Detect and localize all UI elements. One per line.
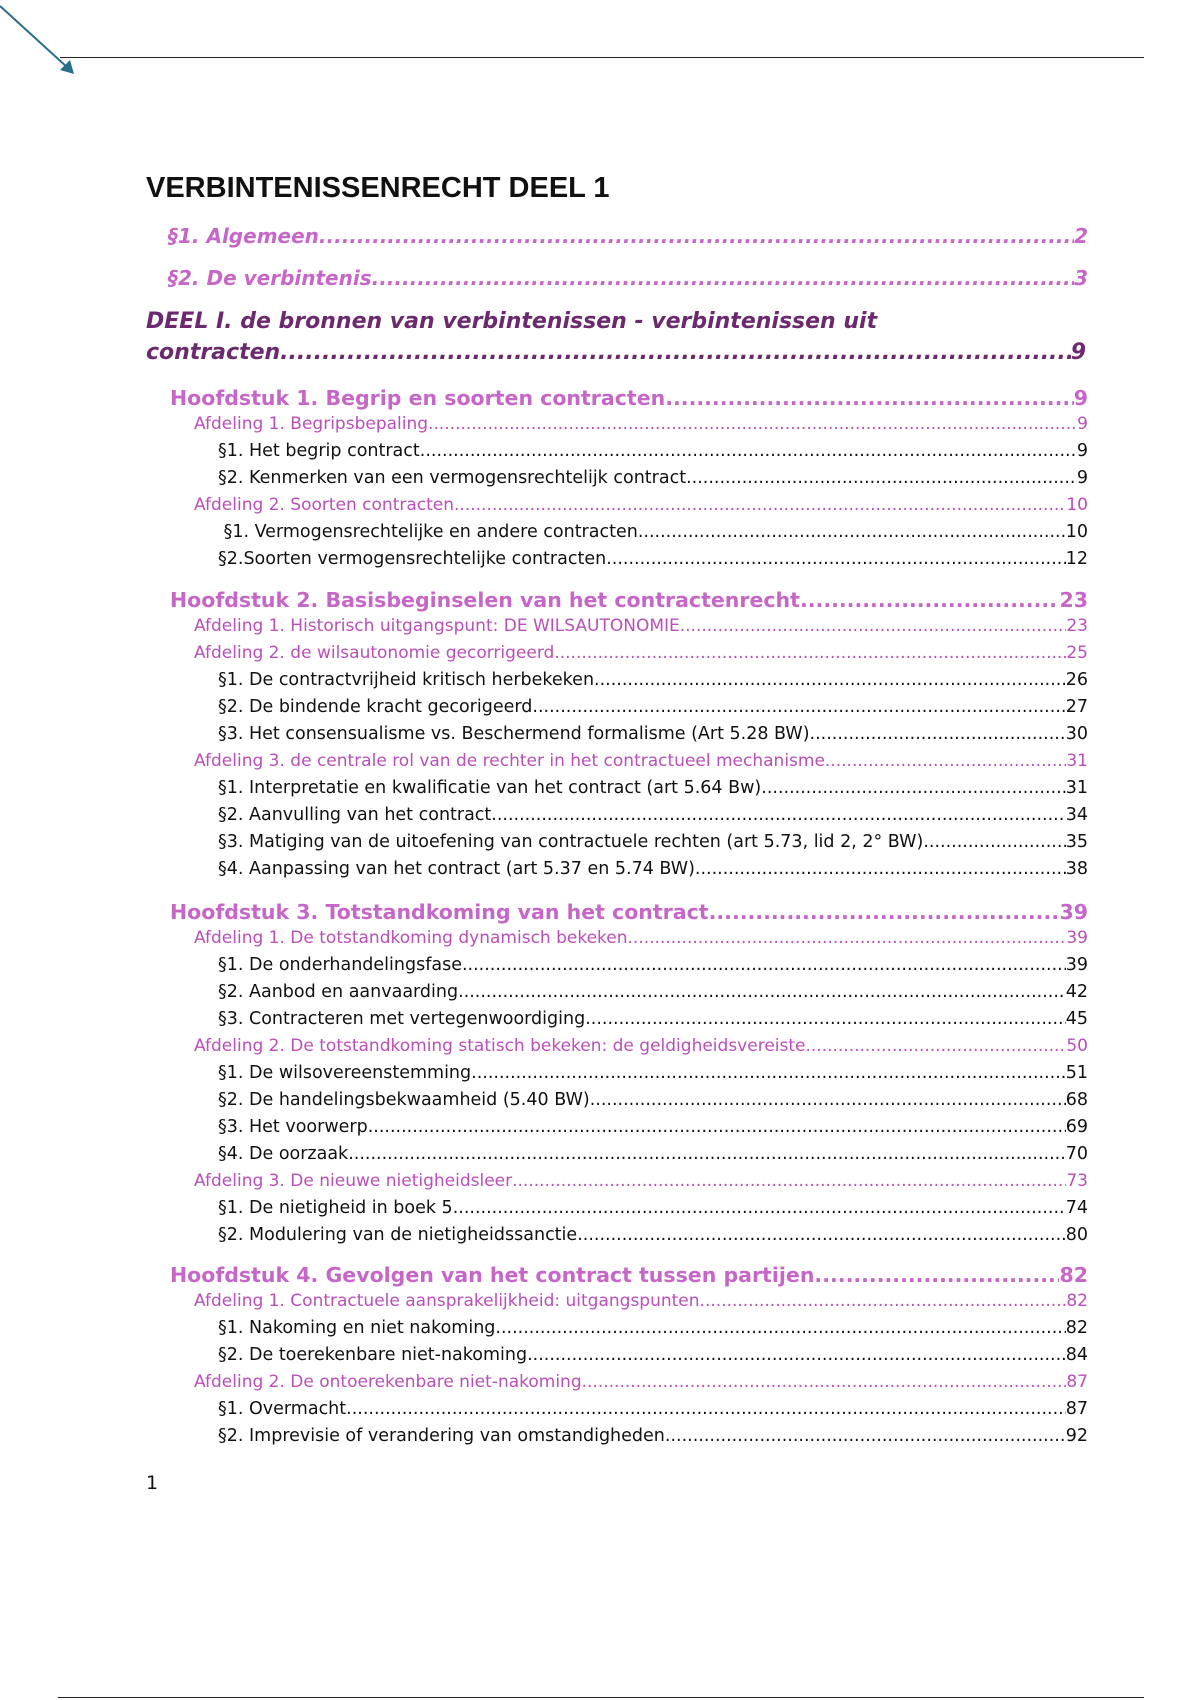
toc-entry-page: 69 (1065, 1117, 1088, 1137)
toc-entry-title: Afdeling 2. de wilsautonomie gecorrigeerd (194, 643, 555, 663)
toc-entry-page: 31 (1066, 751, 1088, 771)
toc-entry[interactable] (218, 805, 1088, 825)
toc-entry-page: 50 (1066, 1036, 1088, 1056)
toc-dot-leader (453, 1198, 1066, 1218)
toc-entry-title: §4. De oorzaak (218, 1144, 349, 1164)
toc-dot-leader (495, 1318, 1065, 1338)
toc-dot-leader (700, 1291, 1067, 1311)
toc-entry[interactable] (218, 1345, 1088, 1365)
toc-entry-page: 9 (1073, 386, 1088, 410)
toc-entry[interactable] (218, 982, 1088, 1002)
toc-entry-page: 39 (1059, 900, 1088, 924)
toc-dot-leader (420, 441, 1077, 461)
toc-entry-page: 80 (1065, 1225, 1088, 1245)
toc-entry[interactable] (218, 1144, 1088, 1164)
toc-dot-leader (825, 751, 1066, 771)
toc-dot-leader (923, 832, 1065, 852)
toc-entry-page: 38 (1065, 859, 1088, 879)
toc-entry-page: 82 (1059, 1263, 1088, 1287)
toc-entry-title: Hoofdstuk 1. Begrip en soorten contracten (170, 386, 666, 410)
toc-entry-page: 9 (1076, 441, 1088, 461)
toc-entry-title: Hoofdstuk 4. Gevolgen van het contract tussen partijen (170, 1263, 815, 1287)
toc-entry[interactable] (168, 224, 1088, 248)
toc-dot-leader (665, 386, 1074, 410)
toc-entry[interactable] (170, 900, 1088, 924)
toc-entry-title: §2. Aanbod en aanvaarding (218, 982, 459, 1002)
toc-dot-leader (628, 928, 1067, 948)
toc-dot-leader (471, 1063, 1066, 1083)
toc-dot-leader (805, 1036, 1066, 1056)
toc-deel-title-line: DEEL I. de bronnen van verbintenissen - verbintenissen uit (146, 309, 878, 334)
toc-entry[interactable] (194, 751, 1088, 771)
toc-entry[interactable] (218, 832, 1088, 852)
document-title: VERBINTENISSENRECHT DEEL 1 (146, 172, 610, 204)
toc-entry-title: Afdeling 3. De nieuwe nietigheidsleer (194, 1171, 513, 1191)
toc-entry-title: Afdeling 3. de centrale rol van de rechter in het contractueel mechanisme (194, 751, 825, 771)
toc-entry-title: §3. Het consensualisme vs. Beschermend formalisme (Art 5.28 BW) (218, 724, 810, 744)
toc-entry-title: §1. Nakoming en niet nakoming (218, 1318, 496, 1338)
toc-entry-title: §3. Matiging van de uitoefening van contractuele rechten (art 5.73, lid 2, 2° BW) (218, 832, 924, 852)
toc-entry-page: 30 (1065, 724, 1088, 744)
toc-entry[interactable] (218, 441, 1088, 461)
toc-dot-leader (594, 670, 1066, 690)
toc-entry-title: Afdeling 2. De ontoerekenbare niet-nakoming (194, 1372, 582, 1392)
toc-entry-title: §2. De toerekenbare niet-nakoming (218, 1345, 528, 1365)
toc-entry[interactable] (170, 1263, 1088, 1287)
toc-dot-leader (680, 616, 1067, 636)
toc-dot-leader (280, 340, 1071, 365)
toc-dot-leader (512, 1171, 1066, 1191)
toc-entry-title: §1. Vermogensrechtelijke en andere contracten (218, 522, 638, 542)
toc-dot-leader (454, 495, 1066, 515)
toc-entry-page: 39 (1065, 955, 1088, 975)
toc-entry[interactable] (218, 1399, 1088, 1419)
toc-entry-page: 45 (1065, 1009, 1088, 1029)
toc-dot-leader (695, 859, 1066, 879)
toc-entry-title: §1. De nietigheid in boek 5 (218, 1198, 453, 1218)
toc-dot-leader (527, 1345, 1066, 1365)
toc-entry-page: 9 (1077, 414, 1088, 434)
toc-entry-title: §2. Imprevisie of verandering van omstandigheden (218, 1426, 665, 1446)
page-number: 1 (146, 1472, 159, 1494)
toc-entry-title: §2. Modulering van de nietigheidssanctie (218, 1225, 578, 1245)
toc-entry-title: §2.Soorten vermogensrechtelijke contracten (218, 549, 607, 569)
toc-entry-title: §1. Overmacht (218, 1399, 347, 1419)
toc-dot-leader (458, 982, 1066, 1002)
toc-dot-leader (585, 1009, 1066, 1029)
toc-dot-leader (814, 1263, 1059, 1287)
toc-entry[interactable] (218, 1318, 1088, 1338)
toc-entry[interactable] (218, 697, 1088, 717)
toc-dot-leader (346, 1399, 1066, 1419)
toc-entry[interactable] (218, 468, 1088, 488)
toc-entry-title: contracten (146, 340, 281, 365)
toc-entry-title: §2. De handelingsbekwaamheid (5.40 BW) (218, 1090, 590, 1110)
toc-entry-page: 23 (1059, 588, 1088, 612)
toc-entry[interactable] (194, 928, 1088, 948)
toc-dot-leader (800, 588, 1060, 612)
toc-entry[interactable] (218, 1426, 1088, 1446)
toc-dot-leader (761, 778, 1065, 798)
toc-dot-leader (606, 549, 1066, 569)
toc-entry-page: 34 (1065, 805, 1088, 825)
toc-dot-leader (491, 805, 1065, 825)
toc-dot-leader (462, 955, 1066, 975)
toc-entry[interactable] (218, 1009, 1088, 1029)
toc-entry[interactable] (170, 588, 1088, 612)
toc-entry-page: 23 (1066, 616, 1088, 636)
toc-entry-page: 92 (1065, 1426, 1088, 1446)
toc-entry-page: 35 (1065, 832, 1088, 852)
toc-entry[interactable] (218, 670, 1088, 690)
toc-entry[interactable] (218, 1117, 1088, 1137)
toc-entry-page: 26 (1065, 670, 1088, 690)
toc-entry-page: 12 (1065, 549, 1088, 569)
toc-entry[interactable] (194, 643, 1088, 663)
toc-entry-page: 82 (1066, 1291, 1088, 1311)
toc-entry-title: Afdeling 1. Begripsbepaling (194, 414, 429, 434)
toc-dot-leader (577, 1225, 1066, 1245)
toc-entry[interactable] (218, 1198, 1088, 1218)
toc-dot-leader (368, 1117, 1066, 1137)
toc-entry-title: §1. Het begrip contract (218, 441, 420, 461)
toc-entry[interactable] (194, 1171, 1088, 1191)
toc-entry[interactable] (194, 1291, 1088, 1311)
toc-entry[interactable] (218, 1063, 1088, 1083)
toc-entry-page: 70 (1065, 1144, 1088, 1164)
toc-entry-page: 10 (1066, 495, 1088, 515)
toc-dot-leader (590, 1090, 1066, 1110)
toc-entry-title: §2. De bindende kracht gecorigeerd (218, 697, 533, 717)
toc-dot-leader (319, 224, 1074, 248)
toc-entry[interactable] (218, 859, 1088, 879)
toc-entry-title: §1. De onderhandelingsfase (218, 955, 462, 975)
toc-entry-title: §2. De verbintenis (168, 266, 372, 290)
toc-entry-page: 73 (1066, 1171, 1088, 1191)
toc-entry-title: §3. Het voorwerp (218, 1117, 368, 1137)
toc-entry-title: Afdeling 1. Historisch uitgangspunt: DE WILSAUTONOMIE (194, 616, 680, 636)
toc-entry[interactable] (194, 495, 1088, 515)
toc-entry[interactable] (218, 522, 1088, 542)
toc-dot-leader (709, 900, 1060, 924)
toc-entry-page: 3 (1074, 266, 1088, 290)
toc-entry[interactable] (146, 340, 1086, 365)
toc-entry[interactable] (194, 616, 1088, 636)
toc-entry[interactable] (218, 724, 1088, 744)
toc-entry[interactable] (218, 955, 1088, 975)
toc-entry-title: §2. Aanvulling van het contract (218, 805, 492, 825)
toc-entry[interactable] (170, 386, 1088, 410)
toc-entry-page: 42 (1065, 982, 1088, 1002)
toc-entry-title: §1. De contractvrijheid kritisch herbekeken (218, 670, 595, 690)
toc-entry-title: Afdeling 1. De totstandkoming dynamisch bekeken (194, 928, 628, 948)
toc-entry-title: §4. Aanpassing van het contract (art 5.37 en 5.74 BW) (218, 859, 695, 879)
toc-entry[interactable] (194, 414, 1088, 434)
toc-entry-title: Hoofdstuk 3. Totstandkoming van het contract (170, 900, 709, 924)
toc-dot-leader (638, 522, 1066, 542)
toc-dot-leader (810, 724, 1066, 744)
toc-entry-page: 9 (1070, 340, 1086, 365)
toc-entry-title: Afdeling 1. Contractuele aansprakelijkheid: uitgangspunten (194, 1291, 700, 1311)
toc-entry-page: 74 (1065, 1198, 1088, 1218)
toc-entry-title: §1. Algemeen (168, 224, 319, 248)
toc-entry[interactable] (218, 1225, 1088, 1245)
toc-entry-title: Hoofdstuk 2. Basisbeginselen van het contractenrecht (170, 588, 800, 612)
toc-entry[interactable] (218, 549, 1088, 569)
toc-dot-leader (428, 414, 1077, 434)
toc-entry-title: §1. Interpretatie en kwalificatie van het contract (art 5.64 Bw) (218, 778, 762, 798)
toc-entry-title: Afdeling 2. Soorten contracten (194, 495, 455, 515)
toc-entry-title: Afdeling 2. De totstandkoming statisch bekeken: de geldigheidsvereiste (194, 1036, 806, 1056)
toc-dot-leader (582, 1372, 1067, 1392)
toc-dot-leader (532, 697, 1065, 717)
toc-dot-leader (348, 1144, 1066, 1164)
toc-entry-page: 10 (1065, 522, 1088, 542)
toc-entry-title: §3. Contracteren met vertegenwoordiging (218, 1009, 586, 1029)
toc-entry-page: 51 (1065, 1063, 1088, 1083)
toc-entry[interactable] (168, 266, 1088, 290)
toc-entry[interactable] (218, 778, 1088, 798)
toc-dot-leader (554, 643, 1066, 663)
toc-dot-leader (686, 468, 1077, 488)
toc-entry-page: 27 (1065, 697, 1088, 717)
toc-entry-page: 9 (1076, 468, 1088, 488)
toc-entry-page: 84 (1065, 1345, 1088, 1365)
toc-entry-title: §2. Kenmerken van een vermogensrechtelijk contract (218, 468, 687, 488)
toc-entry-page: 68 (1065, 1090, 1088, 1110)
toc-entry-page: 87 (1066, 1372, 1088, 1392)
toc-entry-page: 25 (1066, 643, 1088, 663)
toc-entry[interactable] (194, 1372, 1088, 1392)
toc-entry-page: 2 (1074, 224, 1088, 248)
toc-dot-leader (665, 1426, 1066, 1446)
footer-rule (58, 1697, 1144, 1698)
toc-entry-page: 31 (1065, 778, 1088, 798)
toc-dot-leader (372, 266, 1074, 290)
toc-entry-page: 39 (1066, 928, 1088, 948)
toc-entry-page: 82 (1065, 1318, 1088, 1338)
toc-entry-title: §1. De wilsovereenstemming (218, 1063, 472, 1083)
toc-entry[interactable] (218, 1090, 1088, 1110)
toc-entry-page: 87 (1065, 1399, 1088, 1419)
toc-entry[interactable] (194, 1036, 1088, 1056)
